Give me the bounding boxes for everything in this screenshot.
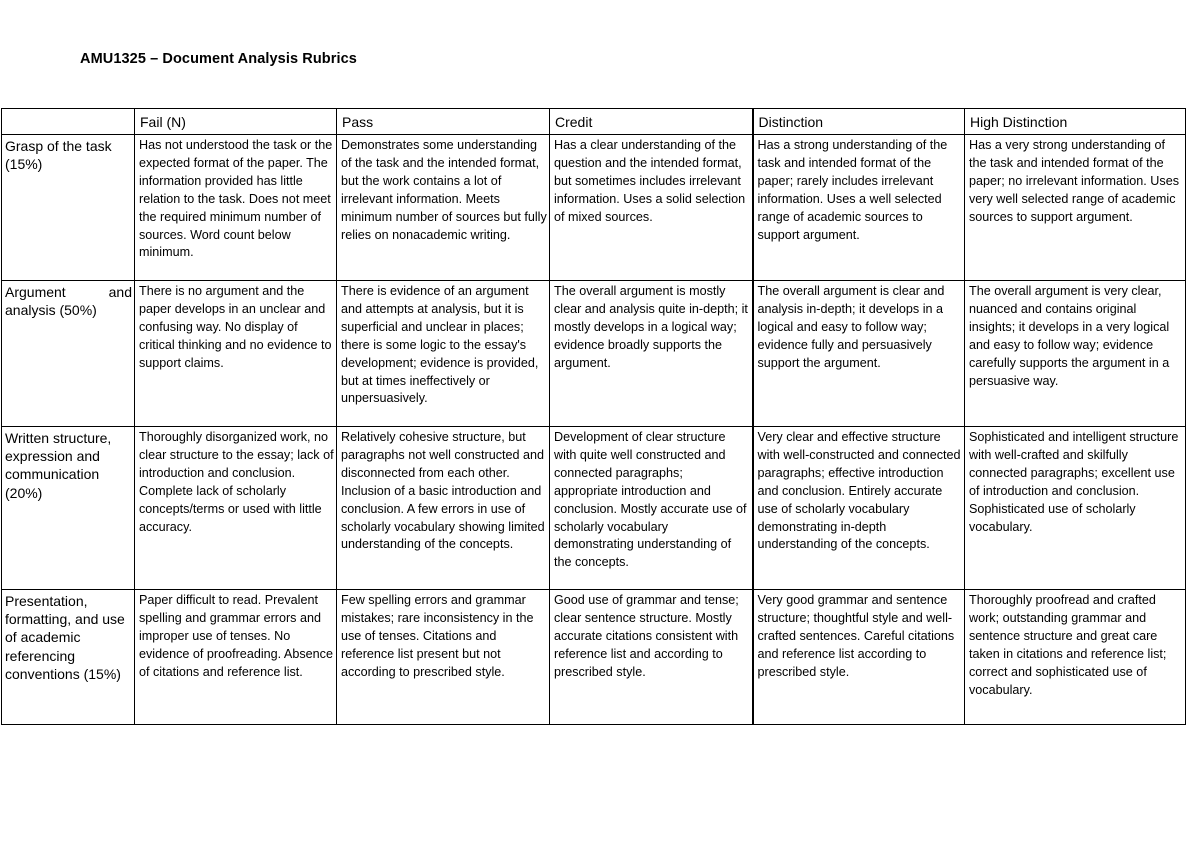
table-row xyxy=(2,427,1186,590)
descriptor-credit: Good use of grammar and tense; clear sentence structure. Mostly accurate citations consistent with reference list and according to prescribed style. xyxy=(550,590,753,725)
header-fail: Fail (N) xyxy=(135,109,337,135)
descriptor-high-distinction: The overall argument is very clear, nuanced and contains original insights; it develops in a very logical and easy to follow way; evidence carefully supports the argument in a persuasive way. xyxy=(965,281,1186,427)
criterion-written-structure: Written structure, expression and communication (20%) xyxy=(2,427,135,590)
table-row xyxy=(2,135,1186,281)
descriptor-credit: Development of clear structure with quite well constructed and connected paragraphs; appropriate introduction and conclusion. Mostly accurate use of scholarly vocabulary demonstrating understanding of the concepts. xyxy=(550,427,753,590)
descriptor-pass: There is evidence of an argument and attempts at analysis, but it is superficial and unclear in places; there is some logic to the essay's development; evidence is provided, but at times ineffectively or unpersuasively. xyxy=(337,281,550,427)
descriptor-pass: Relatively cohesive structure, but paragraphs not well constructed and disconnected from each other. Inclusion of a basic introduction and conclusion. A few errors in use of scholarly vocabulary showing limited understanding of the concepts. xyxy=(337,427,550,590)
criterion-line xyxy=(5,283,132,301)
descriptor-high-distinction: Sophisticated and intelligent structure with well-crafted and skilfully connected paragraphs; excellent use of introduction and conclusion. Sophisticated use of scholarly vocabulary. xyxy=(965,427,1186,590)
descriptor-high-distinction: Thoroughly proofread and crafted work; outstanding grammar and sentence structure and great care taken in citations and reference list; correct and sophisticated use of vocabulary. xyxy=(965,590,1186,725)
descriptor-distinction: Very good grammar and sentence structure; thoughtful style and well-crafted sentences. Careful citations and reference list according to prescribed style. xyxy=(753,590,965,725)
criterion-grasp-of-task: Grasp of the task (15%) xyxy=(2,135,135,281)
criterion-presentation: Presentation, formatting, and use of academic referencing conventions (15%) xyxy=(2,590,135,725)
descriptor-pass: Demonstrates some understanding of the task and the intended format, but the work contains a lot of irrelevant information. Meets minimum number of sources but fully relies on nonacademic writing. xyxy=(337,135,550,281)
descriptor-distinction: Very clear and effective structure with well-constructed and connected paragraphs; effective introduction and conclusion. Entirely accurate use of scholarly vocabulary demonstrating in-depth understanding of the concepts. xyxy=(753,427,965,590)
descriptor-high-distinction: Has a very strong understanding of the task and intended format of the paper; no irrelevant information. Uses very well selected range of academic sources to support argument. xyxy=(965,135,1186,281)
descriptor-fail: Has not understood the task or the expected format of the paper. The information provided has little relation to the task. Does not meet the required minimum number of sources. Word count below minimum. xyxy=(135,135,337,281)
descriptor-fail: There is no argument and the paper develops in an unclear and confusing way. No display of critical thinking and no evidence to support claims. xyxy=(135,281,337,427)
header-high-distinction: High Distinction xyxy=(965,109,1186,135)
descriptor-credit: Has a clear understanding of the question and the intended format, but sometimes includes irrelevant information. Uses a solid selection of mixed sources. xyxy=(550,135,753,281)
table-row xyxy=(2,590,1186,725)
header-row xyxy=(2,109,1186,135)
descriptor-pass: Few spelling errors and grammar mistakes; rare inconsistency in the use of tenses. Citations and reference list present but not according to prescribed style. xyxy=(337,590,550,725)
header-pass: Pass xyxy=(337,109,550,135)
rubric-table xyxy=(1,108,1186,725)
document-title: AMU1325 – Document Analysis Rubrics xyxy=(80,51,357,67)
descriptor-distinction: Has a strong understanding of the task and intended format of the paper; rarely includes irrelevant information. Uses a well selected range of academic sources to support argument. xyxy=(753,135,965,281)
corner-cell xyxy=(2,109,135,135)
descriptor-fail: Paper difficult to read. Prevalent spelling and grammar errors and improper use of tenses. No evidence of proofreading. Absence of citations and reference list. xyxy=(135,590,337,725)
criterion-line: analysis (50%) xyxy=(5,302,97,319)
descriptor-credit: The overall argument is mostly clear and analysis quite in-depth; it mostly develops in a logical way; evidence broadly supports the argument. xyxy=(550,281,753,427)
descriptor-fail: Thoroughly disorganized work, no clear structure to the essay; lack of introduction and conclusion. Complete lack of scholarly concepts/terms or used with little accuracy. xyxy=(135,427,337,590)
criterion-word: Argument xyxy=(5,284,66,300)
table-row xyxy=(2,281,1186,427)
descriptor-distinction: The overall argument is clear and analysis in-depth; it develops in a logical and easy to follow way; evidence fully and persuasively support the argument. xyxy=(753,281,965,427)
criterion-argument-analysis xyxy=(2,281,135,427)
header-credit: Credit xyxy=(550,109,753,135)
header-distinction: Distinction xyxy=(753,109,965,135)
criterion-word: and xyxy=(108,284,132,300)
